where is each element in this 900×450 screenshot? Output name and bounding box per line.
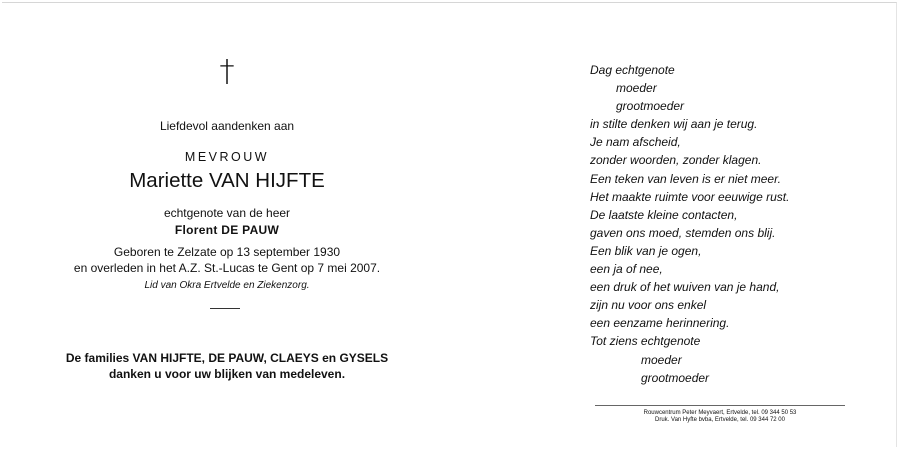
poem-line: grootmoeder [616, 99, 685, 114]
death-line: en overleden in het A.Z. St.-Lucas te Gent op 7 mei 2007. [73, 261, 381, 275]
poem-line: een ja of nee, [590, 262, 663, 277]
cross-icon: † [219, 54, 235, 89]
right-panel [452, 3, 896, 447]
poem-line: grootmoeder [641, 370, 710, 385]
intro-text: Liefdevol aandenken aan [159, 119, 295, 133]
membership-line: Lid van Okra Ertvelde en Ziekenzorg. [144, 280, 310, 291]
poem-line: De laatste kleine contacten, [590, 207, 738, 222]
thanks-line: danken u voor uw blijken van medeleven. [108, 367, 346, 381]
poem [590, 61, 789, 387]
poem-line: Een teken van leven is er niet meer. [590, 171, 781, 186]
poem-line: Tot ziens echtgenote [590, 334, 701, 349]
poem-line: Een blik van je ogen, [590, 243, 702, 258]
families-line: De families VAN HIJFTE, DE PAUW, CLAEYS en GYSELS [65, 351, 389, 365]
poem-line: zijn nu voor ons enkel [590, 298, 707, 313]
spouse-intro: echtgenote van de heer [163, 206, 291, 220]
left-panel [2, 3, 452, 447]
birth-line: Geboren te Zelzate op 13 september 1930 [113, 245, 341, 259]
poem-line: een eenzame herinnering. [590, 316, 730, 331]
poem-line: Het maakte ruimte voor eeuwige rust. [590, 189, 790, 204]
memorial-card [2, 2, 897, 447]
poem-line: zonder woorden, zonder klagen. [590, 153, 762, 168]
honorific-title: MEVROUW [184, 150, 270, 164]
poem-line: Dag echtgenote [590, 63, 675, 77]
poem-line: een druk of het wuiven van je hand, [590, 280, 780, 295]
funeral-home-credit: Rouwcentrum Peter Meyvaert, Ertvelde, tel. 09 344 50 53 [595, 405, 845, 417]
spouse-name: Florent DE PAUW [174, 223, 280, 237]
poem-line: moeder [616, 81, 657, 96]
printer-credit: Druk. Van Hyfte bvba, Ertvelde, tel. 09 344 72 00 [655, 417, 785, 423]
poem-line: gaven ons moed, stemden ons blij. [590, 225, 776, 240]
poem-line: in stilte denken wij aan je terug. [590, 117, 758, 132]
poem-line: Je nam afscheid, [590, 135, 681, 150]
deceased-name: Mariette VAN HIJFTE [129, 169, 325, 192]
divider [210, 308, 240, 309]
poem-line: moeder [641, 352, 682, 367]
